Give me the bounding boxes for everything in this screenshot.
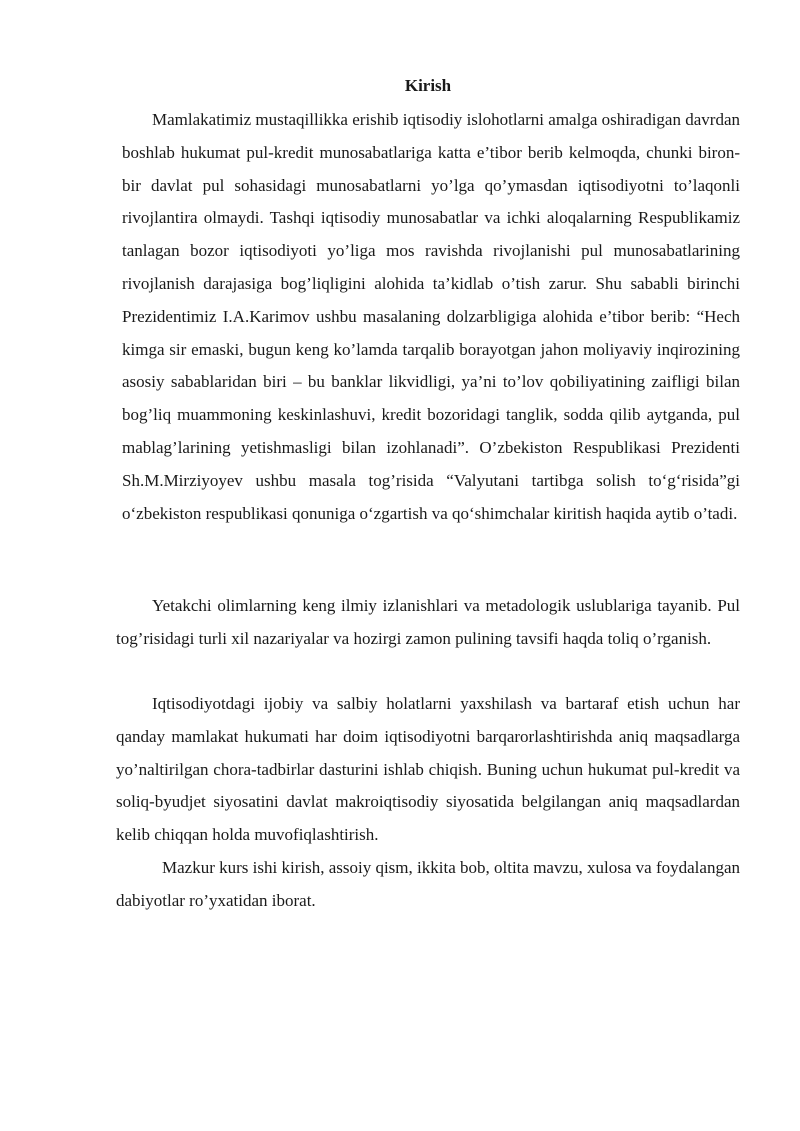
paragraph-structure: Mazkur kurs ishi kirish, assoiy qism, ikkita bob, oltita mavzu, xulosa va foydalangan dabiyotlar ro’yxatidan iborat. xyxy=(116,858,740,910)
paragraph-intro: Mamlakatimiz mustaqillikka erishib iqtisodiy islohotlarni amalga oshiradigan davrdan boshlab hukumat pul-kredit munosabatlariga katta e’tibor berib kelmoqda, chunki biron-bir davlat pul sohasidagi munosabatlarni yo’lga qo’ymasdan iqtisodiyotni to’laqonli rivojlantira olmaydi. Tashqi iqtisodiy munosabatlar va ichki aloqalarning Respublikamiz tanlagan bozor iqtisodiyoti yo’liga mos ravishda rivojlanishi pul munosabatlarining rivojlanish darajasiga bog’liqligini alohida ta’kidlab o’tish zarur. Shu sababli birinchi Prezidentimiz I.A.Karimov ushbu masalaning dolzarbligiga alohida e’tibor berib: “Hech kimga sir emaski, bugun keng ko’lamda tarqalib borayotgan jahon moliyaviy inqirozining asosiy sabablaridan biri – bu banklar likvidligi, ya’ni to’lov qobiliyatining zaifligi bilan bog’liq muammoning keskinlashuvi, kredit bozoridagi tanglik, sodda qilib aytganda, pul mablag’larining yetishmasligi bilan izohlanadi”. O’zbekiston Respublikasi Prezidenti Sh.M.Mirziyoyev ushbu masala tog’risida “Valyutani tartibga solish to‘g‘risida”gi o‘zbekiston respublikasi qonuniga o‘zgartish va qo‘shimchalar kiritish haqida aytib o’tadi. xyxy=(122,110,740,523)
paragraph-scholars: Yetakchi olimlarning keng ilmiy izlanishlari va metadologik uslublariga tayanib. Pul tog’risidagi turli xil nazariyalar va hozirgi zamon pulining tavsifi haqda toliq o’rganish. xyxy=(116,596,740,648)
page-title: Kirish xyxy=(404,76,452,95)
paragraph-economy: Iqtisodiyotdagi ijobiy va salbiy holatlarni yaxshilash va bartaraf etish uchun har qanday mamlakat hukumati har doim iqtisodiyotni barqarorlashtirishda aniq maqsadlarga yo’naltirilgan chora-tadbirlar dasturini ishlab chiqish. Buning uchun hukumat pul-kredit va soliq-byudjet siyosatini davlat makroiqtisodiy siyosatida belgilangan aniq maqsadlardan kelib chiqqan holda muvofiqlashtirish. xyxy=(116,694,740,845)
